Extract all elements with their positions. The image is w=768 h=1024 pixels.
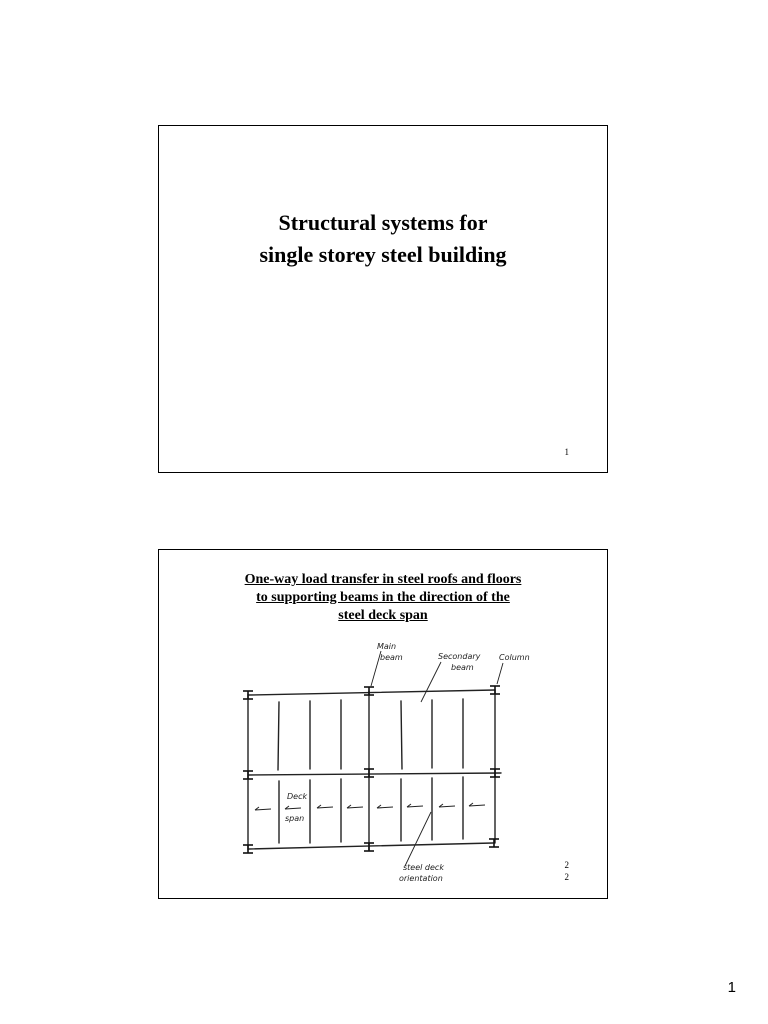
slide-2-title-line-2: to supporting beams in the direction of the xyxy=(256,590,510,605)
slide-1-number: 1 xyxy=(564,447,569,457)
main-beam-bottom xyxy=(249,843,493,849)
page-number: 1 xyxy=(727,979,736,996)
label-deck-2: span xyxy=(285,814,305,823)
slide-1 xyxy=(158,125,608,473)
slide-1-title-line-1: Structural systems for xyxy=(278,210,488,235)
deck-span-arrows xyxy=(255,803,485,810)
label-main-beam-1: Main xyxy=(377,642,397,651)
label-steel-deck-2: orientation xyxy=(399,874,443,883)
label-secondary-beam-2: beam xyxy=(451,663,474,672)
main-beam-middle xyxy=(249,773,501,775)
label-main-beam-2: beam xyxy=(380,653,403,662)
slide-2-title xyxy=(159,571,607,625)
label-column: Column xyxy=(499,653,530,662)
column-i-sections xyxy=(243,686,500,853)
secondary-beam xyxy=(278,702,279,770)
label-steel-deck-1: steel deck xyxy=(403,863,444,872)
slide-2-title-line-1: One-way load transfer in steel roofs and floors xyxy=(244,572,522,587)
label-leaders xyxy=(371,651,503,866)
slide-2 xyxy=(158,549,608,899)
label-secondary-beam-1: Secondary xyxy=(438,652,481,661)
slide-2-title-line-3: steel deck span xyxy=(338,608,428,623)
secondary-beam xyxy=(401,701,402,769)
label-deck-1: Deck xyxy=(287,792,308,801)
slide-2-number xyxy=(565,859,570,883)
slide-1-title-line-2: single storey steel building xyxy=(259,242,507,267)
slide-2-number-a: 2 xyxy=(564,860,569,870)
slide-2-number-b: 2 xyxy=(564,872,569,882)
slide-1-title xyxy=(159,207,607,271)
framing-plan-sketch xyxy=(235,638,535,888)
